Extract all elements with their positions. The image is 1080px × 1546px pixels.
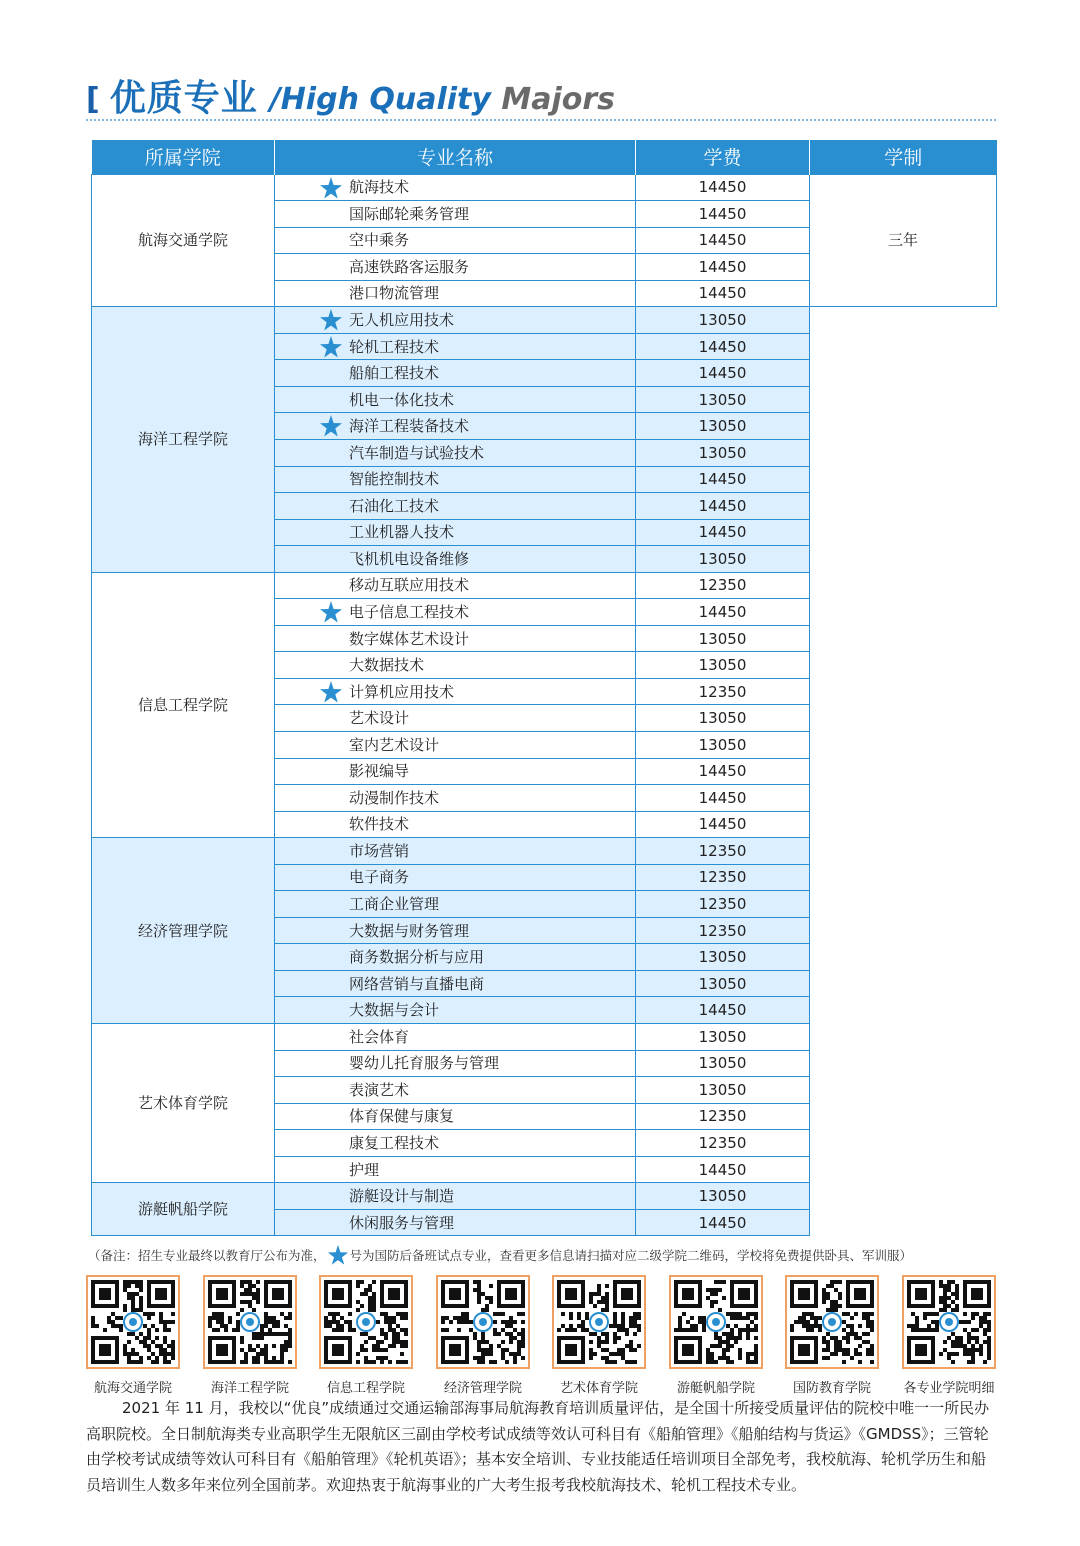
qr-label: 游艇帆船学院	[676, 1381, 755, 1396]
major-name-cell	[275, 1103, 636, 1130]
major-name: 智能控制技术	[349, 470, 440, 489]
tuition-fee: 14450	[636, 1209, 810, 1236]
tuition-fee: 13050	[636, 625, 810, 652]
major-name-cell	[275, 599, 636, 626]
table-row	[92, 174, 997, 201]
major-name-cell	[275, 891, 636, 918]
tuition-fee: 14450	[636, 201, 810, 228]
major-name-cell	[275, 811, 636, 838]
college-name: 信息工程学院	[92, 572, 275, 837]
major-name-cell	[275, 785, 636, 812]
tuition-fee: 13050	[636, 386, 810, 413]
college-name: 航海交通学院	[92, 174, 275, 307]
major-name-cell	[275, 864, 636, 891]
major-name: 体育保健与康复	[349, 1107, 455, 1126]
qr-code[interactable]	[902, 1275, 996, 1369]
qr-code-item[interactable]	[666, 1275, 766, 1396]
star-icon	[319, 335, 343, 359]
major-name: 工商企业管理	[349, 895, 440, 914]
qr-code-item[interactable]	[899, 1275, 999, 1396]
intro-paragraph: 2021 年 11 月，我校以“优良”成绩通过交通运输部海事局航海教育培训质量评估，是全国十所接受质量评估的院校中唯一一所民办高职院校。全日制航海类专业高职学生无限航区三副由学校考试成绩等效认可科目有《船舶管理》《船舶结构与货运》《GMDSS》；三管轮由学校考试成绩等效认可科目有《船舶管理》《轮机英语》；基本安全培训、专业技能适任培训项目全部免考，我校航海、轮机学历生和船员培训生人数多年来位列全国前茅。欢迎热衷于航海事业的广大考生报考我校航海技术、轮机工程技术专业。	[86, 1399, 990, 1494]
title-slash: /	[269, 82, 281, 117]
major-name-cell	[275, 1050, 636, 1077]
tuition-fee: 14450	[636, 599, 810, 626]
tuition-fee: 14450	[636, 280, 810, 307]
qr-code-item[interactable]	[782, 1275, 882, 1396]
tuition-fee: 12350	[636, 572, 810, 599]
qr-code-icon	[91, 1280, 175, 1364]
tuition-fee: 14450	[636, 174, 810, 201]
qr-label: 经济管理学院	[443, 1381, 522, 1396]
major-name-cell	[275, 333, 636, 360]
qr-code[interactable]	[319, 1275, 413, 1369]
major-name-cell	[275, 970, 636, 997]
major-name: 海洋工程装备技术	[349, 417, 470, 436]
major-name-cell	[275, 678, 636, 705]
page-header	[86, 70, 996, 122]
major-name: 软件技术	[349, 815, 410, 834]
star-icon	[319, 600, 343, 624]
college-group	[92, 307, 997, 572]
qr-code-item[interactable]	[316, 1275, 416, 1396]
header-bracket: [	[86, 82, 100, 117]
table-row	[92, 838, 997, 865]
major-name: 休闲服务与管理	[349, 1213, 455, 1232]
page-title-cn: 优质专业	[109, 78, 258, 119]
major-name: 社会体育	[349, 1027, 410, 1046]
qr-code-row	[86, 1275, 1006, 1395]
major-name: 婴幼儿托育服务与管理	[349, 1054, 500, 1073]
college-name: 经济管理学院	[92, 838, 275, 1024]
major-name: 汽车制造与试验技术	[349, 443, 485, 462]
tuition-fee: 14450	[636, 254, 810, 281]
major-name-cell	[275, 519, 636, 546]
header-divider	[86, 119, 996, 121]
qr-label: 信息工程学院	[326, 1381, 405, 1396]
qr-code[interactable]	[669, 1275, 763, 1369]
major-name: 市场营销	[349, 841, 410, 860]
major-name-cell	[275, 1077, 636, 1104]
major-name: 商务数据分析与应用	[349, 948, 485, 967]
tuition-fee: 13050	[636, 439, 810, 466]
major-name: 数字媒体艺术设计	[349, 629, 470, 648]
college-group	[92, 1024, 997, 1183]
qr-code[interactable]	[203, 1275, 297, 1369]
major-name-cell	[275, 360, 636, 387]
tuition-fee: 13050	[636, 944, 810, 971]
major-name-cell	[275, 572, 636, 599]
star-icon	[319, 176, 343, 200]
major-name-cell	[275, 1156, 636, 1183]
qr-code[interactable]	[436, 1275, 530, 1369]
table-row	[92, 1024, 997, 1051]
major-name: 港口物流管理	[349, 284, 440, 303]
table-header-row	[92, 140, 997, 174]
major-name-cell	[275, 466, 636, 493]
tuition-fee: 13050	[636, 652, 810, 679]
college-name: 海洋工程学院	[92, 307, 275, 572]
major-name: 大数据技术	[349, 656, 425, 675]
tuition-fee: 12350	[636, 678, 810, 705]
major-name: 康复工程技术	[349, 1133, 440, 1152]
major-name-cell	[275, 493, 636, 520]
major-name: 网络营销与直播电商	[349, 974, 485, 993]
major-name: 大数据与财务管理	[349, 921, 470, 940]
tuition-fee: 13050	[636, 546, 810, 573]
qr-code[interactable]	[785, 1275, 879, 1369]
tuition-fee: 14450	[636, 997, 810, 1024]
tuition-fee: 13050	[636, 307, 810, 334]
major-name: 表演艺术	[349, 1080, 410, 1099]
table-row	[92, 572, 997, 599]
qr-label: 艺术体育学院	[559, 1381, 638, 1396]
major-name: 轮机工程技术	[349, 337, 440, 356]
major-name-cell	[275, 917, 636, 944]
qr-code[interactable]	[86, 1275, 180, 1369]
major-name-cell	[275, 652, 636, 679]
qr-code-icon	[557, 1280, 641, 1364]
duration: 三年	[810, 174, 997, 307]
major-name-cell	[275, 625, 636, 652]
major-name: 无人机应用技术	[349, 311, 455, 329]
college-group	[92, 572, 997, 837]
tuition-fee: 14450	[636, 466, 810, 493]
major-name-cell	[275, 1183, 636, 1210]
tuition-fee: 12350	[636, 891, 810, 918]
qr-code-icon	[208, 1280, 292, 1364]
tuition-fee: 14450	[636, 333, 810, 360]
major-name-cell	[275, 546, 636, 573]
major-name: 电子信息工程技术	[349, 603, 470, 622]
tuition-fee: 12350	[636, 864, 810, 891]
major-name-cell	[275, 307, 636, 334]
major-name: 护理	[349, 1160, 380, 1179]
header-fee: 学费	[636, 140, 810, 174]
tuition-fee: 14450	[636, 227, 810, 254]
major-name: 国际邮轮乘务管理	[349, 204, 470, 223]
header-duration: 学制	[810, 140, 997, 174]
star-icon	[319, 680, 343, 704]
major-name-cell	[275, 174, 636, 201]
tuition-fee: 12350	[636, 917, 810, 944]
tuition-fee: 13050	[636, 1183, 810, 1210]
major-name: 游艇设计与制造	[349, 1187, 455, 1206]
qr-label: 海洋工程学院	[210, 1381, 289, 1396]
major-name-cell	[275, 705, 636, 732]
major-name-cell	[275, 838, 636, 865]
title-en-majors: Majors	[501, 82, 616, 117]
major-name: 工业机器人技术	[349, 523, 455, 542]
tuition-fee: 13050	[636, 970, 810, 997]
major-name: 室内艺术设计	[349, 735, 440, 754]
major-name: 影视编导	[349, 762, 410, 781]
major-name: 航海技术	[349, 178, 410, 197]
major-name-cell	[275, 1024, 636, 1051]
college-name: 艺术体育学院	[92, 1024, 275, 1183]
qr-code-item[interactable]	[200, 1275, 300, 1396]
major-name: 空中乘务	[349, 231, 410, 250]
major-name-cell	[275, 997, 636, 1024]
major-name-cell	[275, 201, 636, 228]
qr-code-icon	[324, 1280, 408, 1364]
major-name: 艺术设计	[349, 709, 410, 728]
qr-code-item[interactable]	[83, 1275, 183, 1396]
star-icon	[319, 414, 343, 438]
footnote	[88, 1244, 1008, 1266]
major-name-cell	[275, 944, 636, 971]
major-name: 飞机机电设备维修	[349, 549, 470, 568]
major-name: 大数据与会计	[349, 1001, 440, 1020]
college-name: 游艇帆船学院	[92, 1183, 275, 1236]
major-name-cell	[275, 1209, 636, 1236]
table-row	[92, 1183, 997, 1210]
qr-code-item[interactable]	[549, 1275, 649, 1396]
tuition-fee: 13050	[636, 1024, 810, 1051]
tuition-fee: 13050	[636, 413, 810, 440]
tuition-fee: 14450	[636, 758, 810, 785]
majors-table	[91, 140, 997, 1236]
major-name: 石油化工技术	[349, 496, 440, 515]
college-group	[92, 838, 997, 1024]
major-name-cell	[275, 758, 636, 785]
qr-code-icon	[790, 1280, 874, 1364]
qr-code-icon	[674, 1280, 758, 1364]
major-name-cell	[275, 386, 636, 413]
major-name: 计算机应用技术	[349, 682, 455, 701]
major-name: 高速铁路客运服务	[349, 257, 470, 276]
qr-code-icon	[907, 1280, 991, 1364]
table-row	[92, 307, 997, 334]
qr-label: 各专业学院明细	[903, 1381, 995, 1396]
page-title-en	[270, 78, 615, 122]
tuition-fee: 12350	[636, 1130, 810, 1157]
major-name: 移动互联应用技术	[349, 576, 470, 595]
major-name-cell	[275, 1130, 636, 1157]
major-name-cell	[275, 413, 636, 440]
tuition-fee: 14450	[636, 1156, 810, 1183]
footnote-before: （备注：招生专业最终以教育厅公布为准，	[88, 1248, 326, 1263]
major-name-cell	[275, 439, 636, 466]
tuition-fee: 13050	[636, 1050, 810, 1077]
star-icon	[319, 308, 343, 332]
college-group	[92, 174, 997, 307]
major-name: 船舶工程技术	[349, 364, 440, 383]
header-major: 专业名称	[275, 140, 636, 174]
major-name-cell	[275, 280, 636, 307]
tuition-fee: 14450	[636, 811, 810, 838]
major-name-cell	[275, 254, 636, 281]
qr-label: 国防教育学院	[792, 1381, 871, 1396]
tuition-fee: 14450	[636, 493, 810, 520]
star-icon	[327, 1244, 349, 1266]
footnote-after: 号为国防后备班试点专业，查看更多信息请扫描对应二级学院二维码，学校将免费提供卧具、军训服）	[349, 1248, 913, 1263]
qr-code-icon	[441, 1280, 525, 1364]
major-name-cell	[275, 227, 636, 254]
tuition-fee: 14450	[636, 360, 810, 387]
tuition-fee: 13050	[636, 1077, 810, 1104]
title-en-high-quality: High Quality	[280, 82, 491, 117]
qr-code[interactable]	[552, 1275, 646, 1369]
qr-code-item[interactable]	[433, 1275, 533, 1396]
major-name-cell	[275, 731, 636, 758]
qr-label: 航海交通学院	[93, 1381, 172, 1396]
header-college: 所属学院	[92, 140, 275, 174]
tuition-fee: 13050	[636, 705, 810, 732]
major-name: 动漫制作技术	[349, 788, 440, 807]
tuition-fee: 14450	[636, 785, 810, 812]
tuition-fee: 14450	[636, 519, 810, 546]
major-name: 电子商务	[349, 868, 410, 887]
major-name: 机电一体化技术	[349, 390, 455, 409]
tuition-fee: 12350	[636, 1103, 810, 1130]
tuition-fee: 12350	[636, 838, 810, 865]
tuition-fee: 13050	[636, 731, 810, 758]
college-group	[92, 1183, 997, 1236]
